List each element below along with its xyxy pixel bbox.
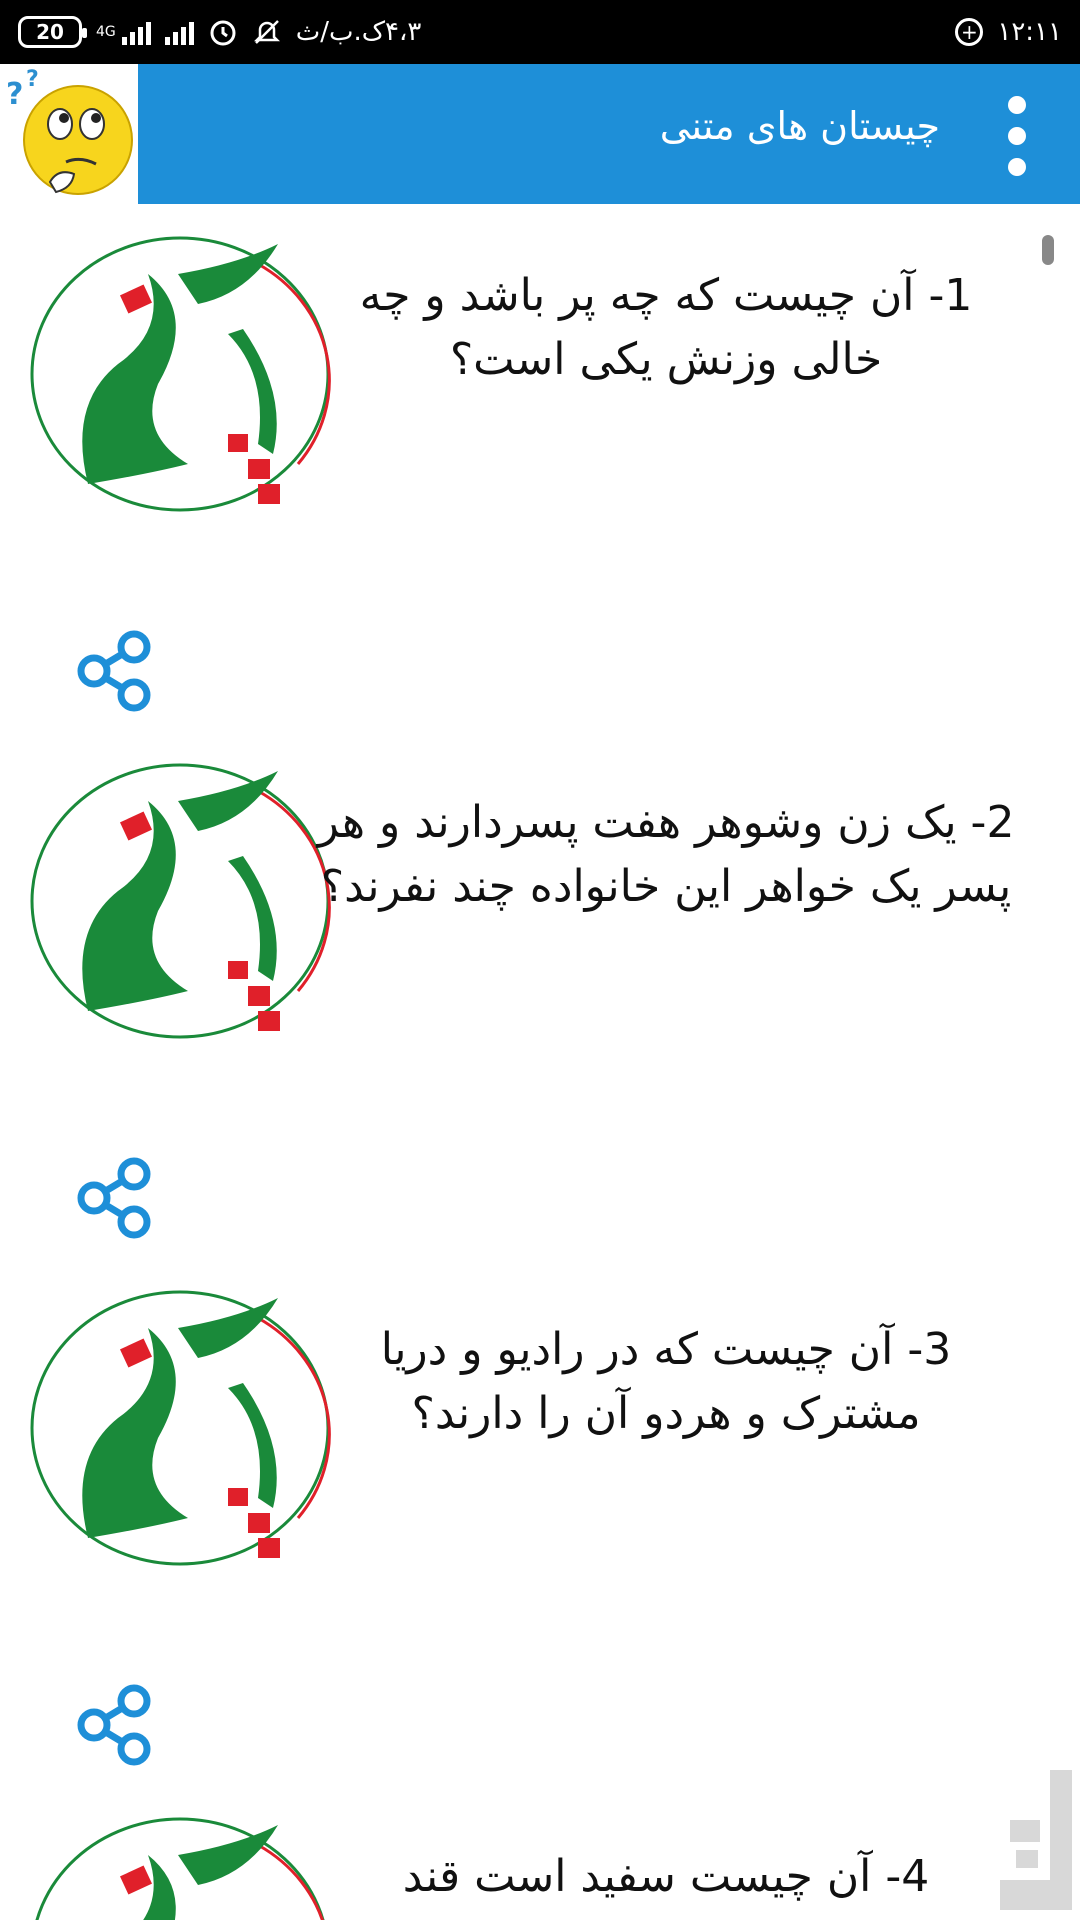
- list-item: [0, 1258, 1080, 1788]
- list-item: [0, 204, 1080, 734]
- network-type: 4G: [96, 24, 116, 40]
- scrollbar-thumb[interactable]: [1042, 235, 1054, 265]
- thinking-face-icon: [0, 64, 138, 204]
- riddle-list[interactable]: [0, 204, 1080, 1920]
- svg-text:?: ?: [26, 67, 39, 92]
- status-time: ۱۲:۱۱: [997, 17, 1062, 47]
- store-watermark-icon: [980, 1760, 1080, 1920]
- riddle-question[interactable]: 4- آن چیست سفید است قند: [402, 1851, 930, 1902]
- battery-icon: [18, 16, 82, 48]
- riddle-question[interactable]: 2- یک زن وشوهر هفت پسردارند و هر پسر یک خواهر این خانواده چند نفرند؟: [317, 797, 1015, 912]
- data-saver-icon: +: [955, 18, 983, 46]
- overflow-menu-icon[interactable]: [1002, 96, 1032, 176]
- share-icon[interactable]: [72, 1156, 156, 1240]
- riddle-question[interactable]: 3- آن چیست که در رادیو و دریا مشترک و هردو آن را دارند؟: [380, 1324, 952, 1439]
- answer-badge-icon[interactable]: [28, 761, 332, 1041]
- alarm-icon: [208, 17, 238, 47]
- svg-text:?: ?: [6, 77, 24, 112]
- notifications-off-icon: [252, 17, 282, 47]
- status-bar: [0, 0, 1080, 64]
- battery-level: 20: [36, 20, 64, 44]
- share-icon[interactable]: [72, 629, 156, 713]
- app-bar: [0, 64, 1080, 204]
- share-icon[interactable]: [72, 1683, 156, 1767]
- status-date: ۴،۳ک.ب/ث: [295, 17, 422, 47]
- page-title: چیستان های متنی: [659, 104, 940, 148]
- answer-badge-icon[interactable]: [28, 1288, 332, 1568]
- signal-icon-2: [165, 19, 194, 45]
- answer-badge-icon[interactable]: [28, 1815, 332, 1920]
- list-item: [0, 731, 1080, 1261]
- riddle-question[interactable]: 1- آن چیست که چه پر باشد و چه خالی وزنش یکی است؟: [359, 270, 973, 385]
- signal-icon: [122, 19, 151, 45]
- list-item: [0, 1785, 1080, 1920]
- app-logo: [0, 64, 138, 204]
- answer-badge-icon[interactable]: [28, 234, 332, 514]
